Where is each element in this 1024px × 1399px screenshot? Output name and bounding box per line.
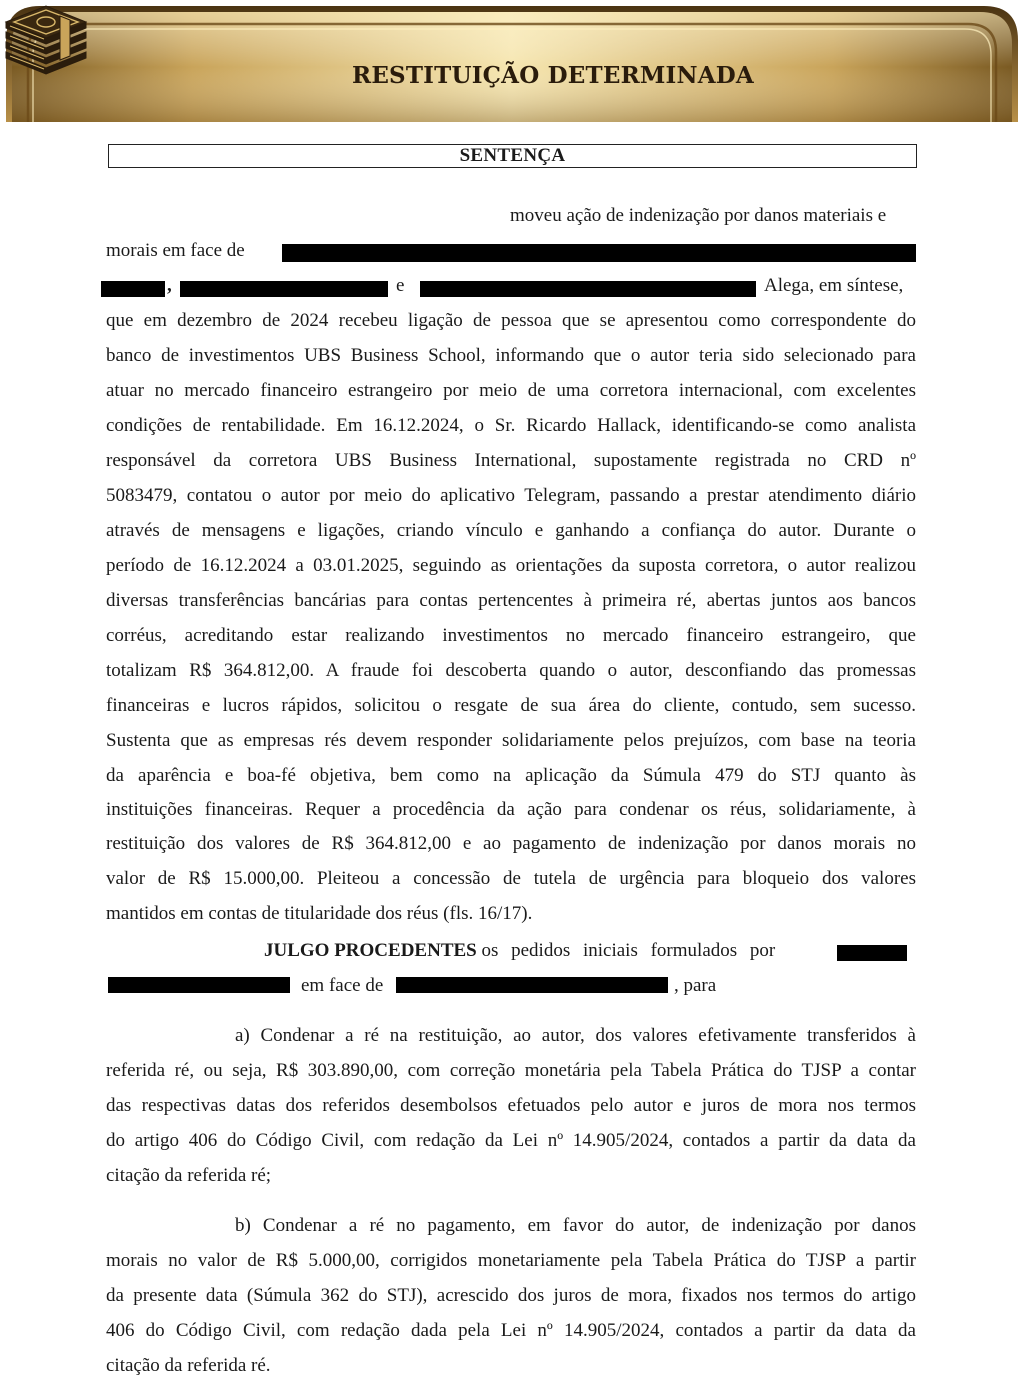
ruling-line-1 bbox=[264, 933, 775, 968]
money-stack-icon bbox=[0, 0, 92, 80]
paragraph-line: mantidos em contas de titularidade dos réus (fls. 16/17). bbox=[106, 903, 533, 924]
redaction-bar bbox=[282, 244, 916, 262]
redaction-bar bbox=[180, 281, 388, 297]
intro-line-1: moveu ação de indenização por danos materiais e bbox=[510, 205, 887, 226]
paragraph-line: período de 16.12.2024 a 03.01.2025, seguindo as orientações da suposta corretora, o autor realizou bbox=[106, 555, 916, 576]
intro-line-3-end: Alega, em síntese, bbox=[764, 275, 904, 296]
intro-and: e bbox=[396, 275, 405, 296]
paragraph-line: da aparência e boa-fé objetiva, bem como na aplicação da Súmula 479 do STJ quanto às bbox=[106, 765, 916, 786]
item-a-line: citação da referida ré; bbox=[106, 1165, 272, 1186]
item-b-line: morais no valor de R$ 5.000,00, corrigidos monetariamente pela Tabela Prática do TJSP a partir bbox=[106, 1250, 916, 1271]
paragraph-line: que em dezembro de 2024 recebeu ligação de pessoa que se apresentou como correspondente do bbox=[106, 310, 916, 331]
paragraph-line: financeiras e lucros rápidos, solicitou o resgate de sua área do cliente, contudo, sem sucesso. bbox=[106, 695, 916, 716]
paragraph-line: instituições financeiras. Requer a procedência da ação para condenar os réus, solidariamente, à bbox=[106, 799, 916, 820]
paragraph-line: valor de R$ 15.000,00. Pleiteou a concessão de tutela de urgência para bloqueio dos valores bbox=[106, 868, 916, 889]
ruling-line-2-mid: em face de bbox=[301, 975, 384, 996]
item-a-line: referida ré, ou seja, R$ 303.890,00, com correção monetária pela Tabela Prática do TJSP a contar bbox=[106, 1060, 916, 1081]
paragraph-line: banco de investimentos UBS Business School, informando que o autor teria sido selecionado para bbox=[106, 345, 916, 366]
ruling-text: os pedidos iniciais formulados por bbox=[481, 940, 776, 961]
redaction-bar bbox=[101, 281, 165, 297]
item-a-line: das respectivas datas dos referidos desembolsos efetuados pelo autor e juros de mora nos termos bbox=[106, 1095, 916, 1116]
paragraph-line: condições de rentabilidade. Em 16.12.2024, o Sr. Ricardo Hallack, identificando-se como analista bbox=[106, 415, 916, 436]
paragraph-line: diversas transferências bancárias para contas pertencentes à primeira ré, abertas juntos aos bancos bbox=[106, 590, 916, 611]
paragraph-line: 5083479, contatou o autor por meio do aplicativo Telegram, passando a prestar atendimento diário bbox=[106, 485, 916, 506]
redaction-bar bbox=[420, 281, 756, 297]
redaction-bar bbox=[837, 945, 907, 961]
paragraph-line: restituição dos valores de R$ 364.812,00 e ao pagamento de indenização por danos morais no bbox=[106, 833, 916, 854]
paragraph-line: totalizam R$ 364.812,00. A fraude foi descoberta quando o autor, desconfiando das promessas bbox=[106, 660, 916, 681]
item-b-line: 406 do Código Civil, com redação dada pela Lei nº 14.905/2024, contados a partir da data da bbox=[106, 1320, 916, 1341]
paragraph-line: através de mensagens e ligações, criando vínculo e ganhando a confiança do autor. Durante o bbox=[106, 520, 916, 541]
item-b-line: citação da referida ré. bbox=[106, 1355, 271, 1376]
banner-title: RESTITUIÇÃO DETERMINADA bbox=[352, 62, 754, 89]
intro-comma: , bbox=[167, 275, 172, 296]
paragraph-line: responsável da corretora UBS Business International, supostamente registrada no CRD nº bbox=[106, 450, 916, 471]
banner bbox=[0, 0, 1024, 122]
redaction-bar bbox=[108, 977, 290, 993]
ruling-bold: JULGO PROCEDENTES bbox=[264, 940, 477, 961]
item-a-line: a) Condenar a ré na restituição, ao autor, dos valores efetivamente transferidos à bbox=[235, 1025, 916, 1046]
banner-frame bbox=[0, 0, 1024, 122]
intro-line-2-start: morais em face de bbox=[106, 240, 245, 261]
paragraph-line: corréus, acreditando estar realizando investimentos no mercado financeiro estrangeiro, que bbox=[106, 625, 916, 646]
page-title: SENTENÇA bbox=[108, 144, 917, 168]
redaction-bar bbox=[396, 977, 668, 993]
ruling-line-2-end: , para bbox=[674, 975, 717, 996]
item-b-line: b) Condenar a ré no pagamento, em favor do autor, de indenização por danos bbox=[235, 1215, 916, 1236]
paragraph-line: atuar no mercado financeiro estrangeiro por meio de uma corretora internacional, com excelentes bbox=[106, 380, 916, 401]
item-a-line: do artigo 406 do Código Civil, com redação da Lei nº 14.905/2024, contados a partir da data da bbox=[106, 1130, 916, 1151]
item-b-line: da presente data (Súmula 362 do STJ), acrescido dos juros de mora, fixados nos termos do artigo bbox=[106, 1285, 916, 1306]
paragraph-line: Sustenta que as empresas rés devem responder solidariamente pelos prejuízos, com base na teoria bbox=[106, 730, 916, 751]
